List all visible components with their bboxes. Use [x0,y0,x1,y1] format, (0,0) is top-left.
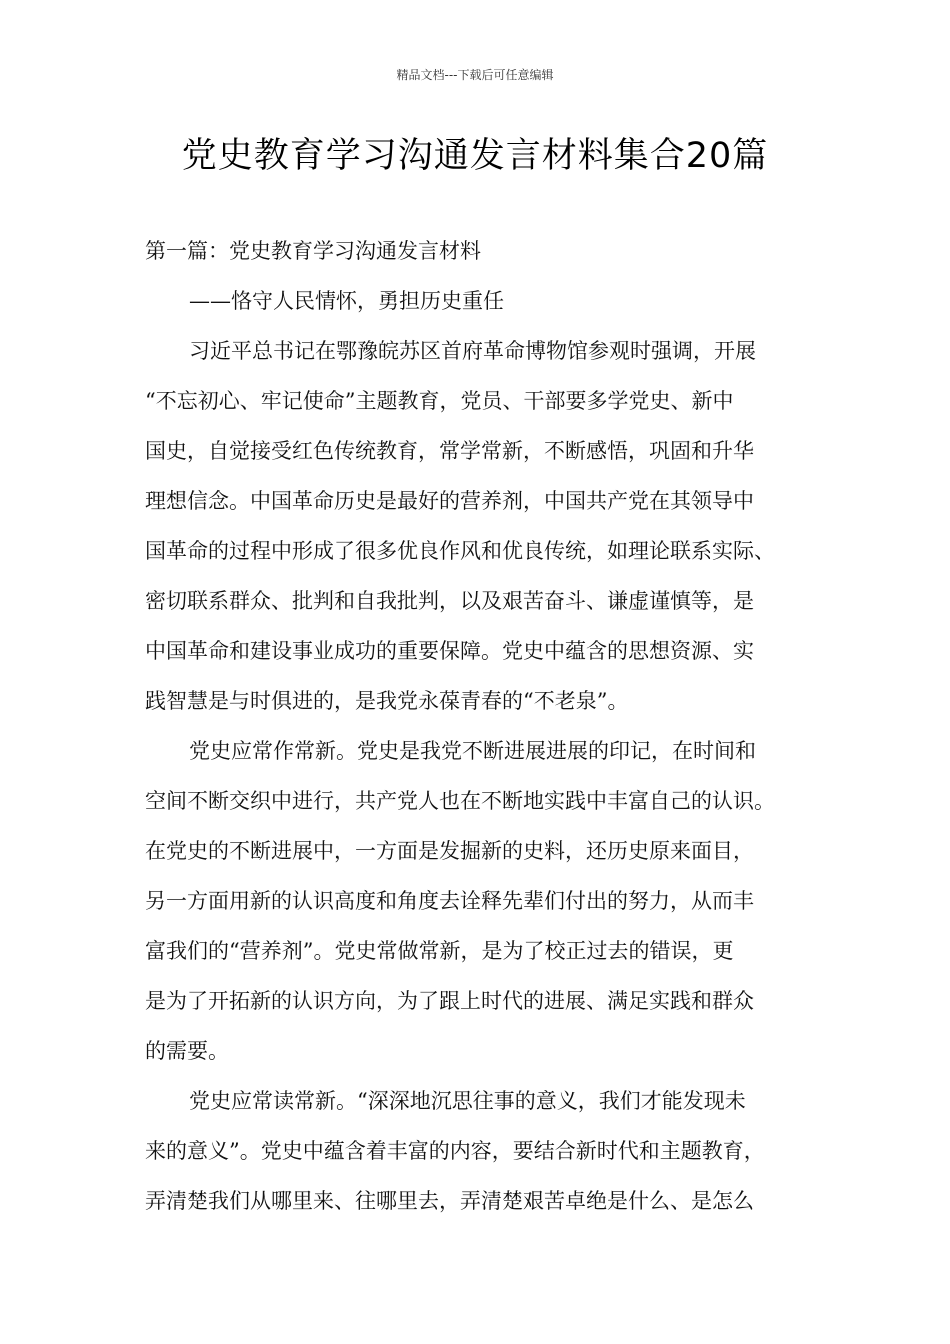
paragraph-line: 是为了开拓新的认识方向，为了跟上时代的进展、满足实践和群众 [145,989,754,1013]
paragraph-line: 富我们的“营养剂”。党史常做常新，是为了校正过去的错误，更 [145,939,734,963]
paragraph-line: 党史应常作常新。党史是我党不断进展进展的印记，在时间和 [189,739,756,763]
section-subtitle: ——恪守人民情怀，勇担历史重任 [189,289,504,313]
paragraph-line: 践智慧是与时俱进的，是我党永葆青春的“不老泉”。 [145,689,629,713]
section-heading: 第一篇：党史教育学习沟通发言材料 [145,239,481,263]
paragraph-line: 弄清楚我们从哪里来、往哪里去，弄清楚艰苦卓绝是什么、是怎么 [145,1189,754,1213]
header-note: 精品文档---下载后可任意编辑 [396,68,554,82]
paragraph-line: 中国革命和建设事业成功的重要保障。党史中蕴含的思想资源、实 [145,639,754,663]
paragraph-line: 空间不断交织中进行，共产党人也在不断地实践中丰富自己的认识。 [145,789,775,813]
paragraph-line: 另一方面用新的认识高度和角度去诠释先辈们付出的努力，从而丰 [145,889,754,913]
paragraph-line: 在党史的不断进展中，一方面是发掘新的史料，还历史原来面目， [145,839,754,863]
paragraph-line: 密切联系群众、批判和自我批判，以及艰苦奋斗、谦虚谨慎等，是 [145,589,754,613]
paragraph-line: 习近平总书记在鄂豫皖苏区首府革命博物馆参观时强调，开展 [189,339,756,363]
paragraph-3 [145,1076,835,1226]
paragraph-line: 的需要。 [145,1039,229,1063]
document-title: 党史教育学习沟通发言材料集合20篇 [181,136,769,176]
paragraph-line: 国革命的过程中形成了很多优良作风和优良传统，如理论联系实际、 [145,539,775,563]
paragraph-line: “不忘初心、牢记使命”主题教育，党员、干部要多学党史、新中 [145,389,734,413]
paragraph-1 [145,326,835,726]
paragraph-line: 来的意义”。党史中蕴含着丰富的内容，要结合新时代和主题教育， [145,1139,765,1163]
document-body [145,226,835,1226]
paragraph-line: 党史应常读常新。“深深地沉思往事的意义，我们才能发现未 [189,1089,746,1113]
paragraph-2 [145,726,835,1076]
paragraph-line: 理想信念。中国革命历史是最好的营养剂，中国共产党在其领导中 [145,489,754,513]
paragraph-line: 国史，自觉接受红色传统教育，常学常新，不断感悟，巩固和升华 [145,439,754,463]
